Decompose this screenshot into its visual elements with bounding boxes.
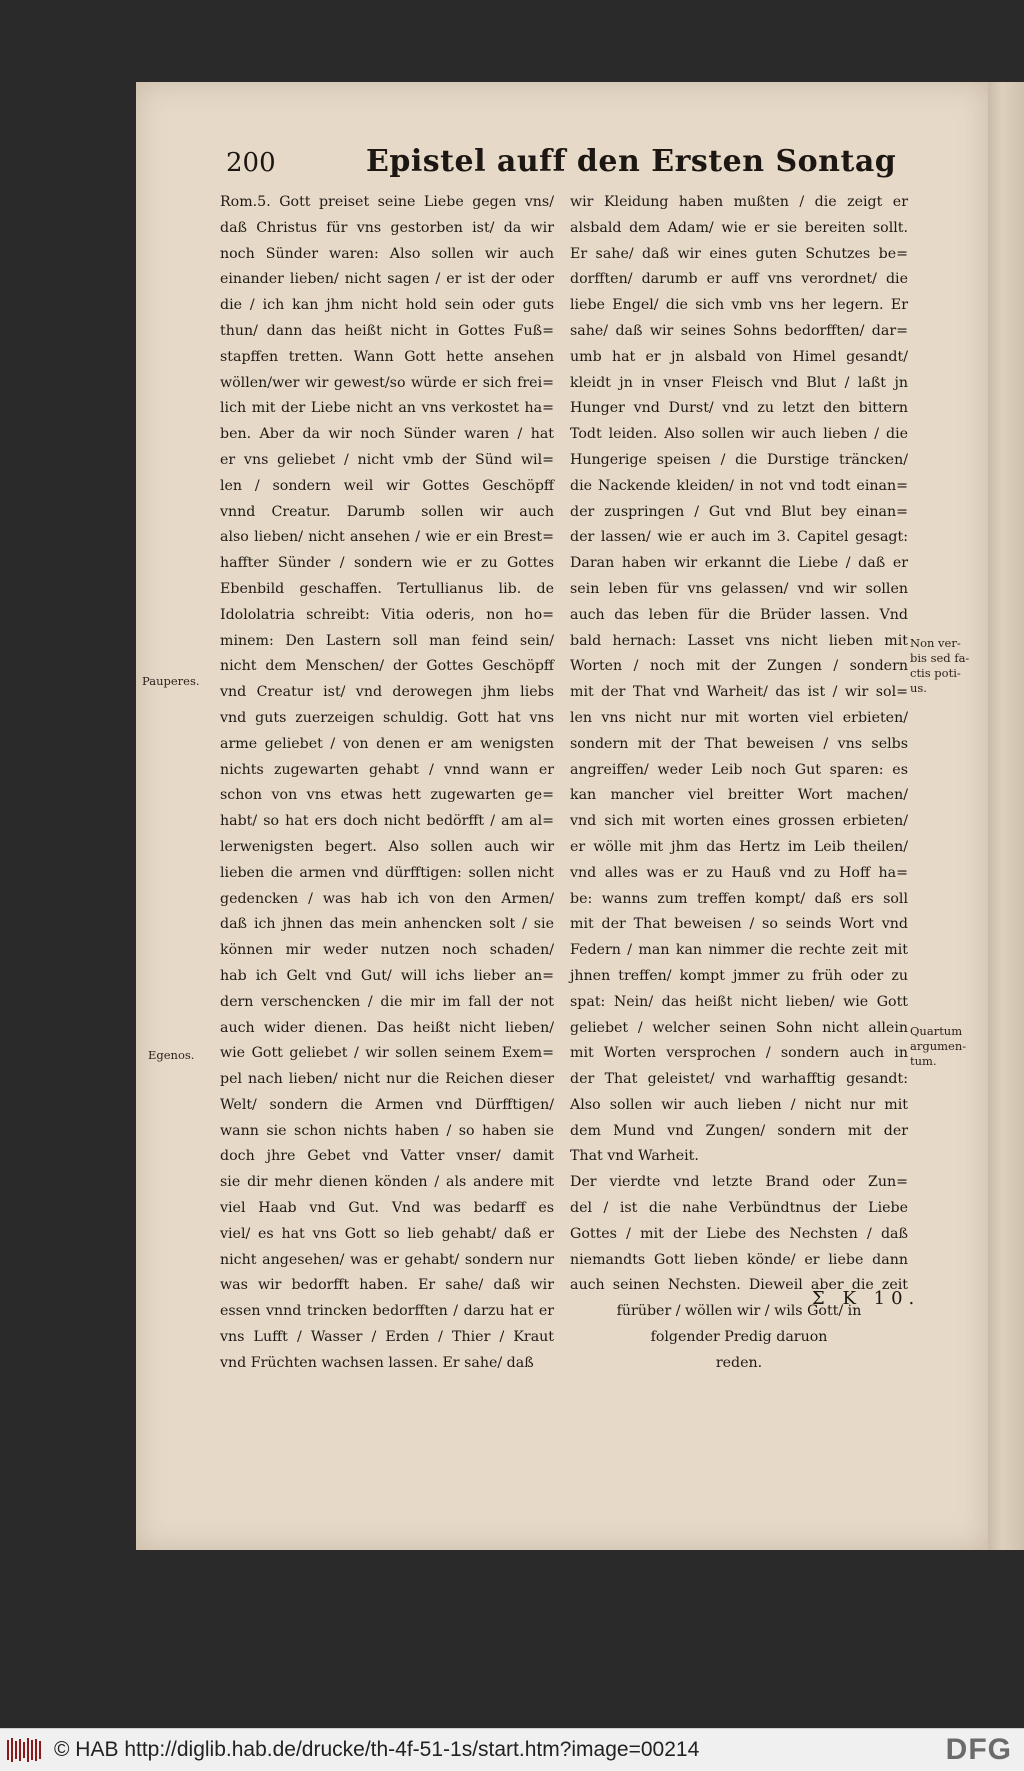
- text-line: lerwenigsten begert. Also sollen auch wir: [220, 838, 554, 855]
- text-line: vnd sich mit worten eines grossen erbieten/: [570, 813, 908, 830]
- text-line: daß Christus für vns gestorben ist/ da wir: [220, 219, 554, 236]
- running-head: [226, 142, 897, 182]
- text-line: angreiffen/ weder Leib noch Gut sparen: es: [570, 761, 908, 778]
- text-line: Also sollen wir auch lieben / nicht nur mit: [570, 1096, 908, 1113]
- text-line: er wölle mit jhm das Hertz im Leib theilen/: [570, 838, 908, 855]
- text-line: auch das leben für die Brüder lassen. Vnd: [570, 606, 908, 623]
- text-line: einander lieben/ nicht sagen / er ist der oder: [220, 271, 554, 288]
- text-line: bald hernach: Lasset vns nicht lieben mit: [570, 632, 908, 649]
- text-line: spat: Nein/ das heißt nicht lieben/ wie Gott: [570, 993, 908, 1010]
- text-line: noch Sünder waren: Also sollen wir auch: [220, 245, 554, 262]
- text-line: len / sondern weil wir Gottes Geschöpff: [220, 477, 554, 494]
- text-line: viel/ es hat vns Gott so lieb gehabt/ daß er: [220, 1225, 554, 1242]
- book-page: [136, 82, 988, 1550]
- text-line: er vns geliebet / nicht vmb der Sünd wil=: [220, 451, 554, 468]
- text-line: essen vnnd trincken bedorfften / darzu hat er: [220, 1303, 554, 1320]
- margin-note-line: argumen-: [910, 1039, 967, 1053]
- text-line: können mir weder nutzen noch schaden/: [220, 942, 554, 959]
- text-line: der lassen/ wie er auch im 3. Capitel gesagt:: [570, 529, 908, 546]
- text-line: len vns nicht nur mit worten viel erbieten/: [570, 709, 908, 726]
- text-line: dorfften/ darumb er auff vns verordnet/ die: [570, 271, 908, 288]
- text-line: wann sie schon nichts haben / so haben sie: [220, 1122, 554, 1139]
- margin-note-non-verbis: [910, 636, 969, 696]
- text-line: minem: Den Lastern soll man feind sein/: [220, 632, 554, 649]
- text-line: liebe Engel/ die sich vmb vns her legern. Er: [570, 297, 908, 314]
- text-line: haffter Sünder / sondern wie er zu Gottes: [220, 555, 554, 572]
- signature-catchword: Σ K 10.: [812, 1288, 921, 1309]
- dfg-logo: DFG: [945, 1733, 1012, 1766]
- text-line: wie Gott geliebet / wir sollen seinem Exem=: [220, 1045, 554, 1062]
- text-line: sie dir mehr dienen könden / als andere mit: [220, 1174, 554, 1191]
- text-line: schon von vns etwas hett zugewarten ge=: [220, 787, 554, 804]
- text-line: sahe/ daß wir seines Sohns bedorfften/ dar=: [570, 322, 908, 339]
- text-line: daß ich jhnen das mein anhencken solt / sie: [220, 916, 554, 933]
- text-line: die Nackende kleiden/ in not vnd todt einan=: [570, 477, 908, 494]
- text-line: viel Haab vnd Gut. Vnd was bedarff es: [220, 1200, 554, 1217]
- text-line: dern verschencken / die mir im fall der not: [220, 993, 554, 1010]
- text-line: auch seinen Nechsten. Dieweil aber die zeit: [570, 1277, 908, 1294]
- left-text-column: [220, 190, 554, 1377]
- margin-note-line: Quartum: [910, 1024, 963, 1038]
- text-line: mit der That beweisen / so seinds Wort vnd: [570, 916, 908, 933]
- text-line: Todt leiden. Also sollen wir auch lieben / die: [570, 426, 908, 443]
- text-line: vnd alles was er zu Hauß vnd zu Hoff ha=: [570, 864, 908, 881]
- text-line: pel nach lieben/ nicht nur die Reichen dieser: [220, 1071, 554, 1088]
- text-line: stapffen tretten. Wann Gott hette ansehen: [220, 348, 554, 365]
- text-line: also lieben/ nicht ansehen / wie er ein Brest=: [220, 529, 554, 546]
- text-line: arme geliebet / von denen er am wenigsten: [220, 735, 554, 752]
- margin-note-quartum: [910, 1024, 966, 1069]
- text-line: vnd Früchten wachsen lassen. Er sahe/ daß: [220, 1354, 534, 1371]
- text-line: der zuspringen / Gut vnd Blut bey einan=: [570, 503, 908, 520]
- text-line: That vnd Warheit.: [570, 1148, 699, 1165]
- text-line: be: wanns zum treffen kompt/ daß ers soll: [570, 890, 908, 907]
- text-line: Ebenbild geschaffen. Tertullianus lib. de: [220, 580, 554, 597]
- text-line: die / ich kan jhm nicht hold sein oder guts: [220, 297, 554, 314]
- text-line: doch jhre Gebet vnd Vatter vnser/ damit: [220, 1148, 554, 1165]
- text-line: fürüber / wöllen wir / wils Gott/ in: [616, 1303, 862, 1320]
- text-line: habt/ so hat ers doch nicht bedörfft / am al=: [220, 813, 554, 830]
- text-line: umb hat er jn alsbald von Himel gesandt/: [570, 348, 908, 365]
- text-line: ben. Aber da wir noch Sünder waren / hat: [220, 426, 554, 443]
- text-line: mit Worten versprochen / sondern auch in: [570, 1045, 908, 1062]
- text-line: Er sahe/ daß wir eines guten Schutzes be=: [570, 245, 908, 262]
- text-line: auch wider dienen. Das heißt nicht lieben/: [220, 1019, 554, 1036]
- text-line: alsbald dem Adam/ wie er sie bereiten sollt.: [570, 219, 908, 236]
- text-line: Welt/ sondern die Armen vnd Dürfftigen/: [220, 1096, 554, 1113]
- text-line: vnd Creatur ist/ vnd derowegen jhm liebs: [220, 684, 554, 701]
- running-title: Epistel auff den Ersten Sontag: [366, 144, 897, 179]
- text-line: Hunger vnd Durst/ vnd zu letzt den bittern: [570, 400, 908, 417]
- text-line: thun/ dann das heißt nicht in Gottes Fuß=: [220, 322, 554, 339]
- text-line: lieben die armen vnd dürfftigen: sollen nicht: [220, 864, 554, 881]
- text-line: Der vierdte vnd letzte Brand oder Zun=: [570, 1174, 908, 1191]
- text-line: lich mit der Liebe nicht an vns verkostet ha=: [220, 400, 554, 417]
- text-line: nicht dem Menschen/ der Gottes Geschöpff: [220, 658, 554, 675]
- margin-note-line: tum.: [910, 1054, 937, 1068]
- text-line: kleidt jn in vnser Fleisch vnd Blut / laßt jn: [570, 374, 908, 391]
- margin-note-pauperes: Pauperes.: [142, 674, 200, 688]
- source-link[interactable]: © HAB http://diglib.hab.de/drucke/th-4f-51-1s/start.htm?image=00214: [54, 1738, 700, 1761]
- right-text-column: [570, 190, 908, 1377]
- text-line: was wir bedorfft haben. Er sahe/ daß wir: [220, 1277, 554, 1294]
- text-line: niemandts Gott lieben könde/ er liebe dann: [570, 1251, 908, 1268]
- text-line: gedencken / was hab ich von den Armen/: [220, 890, 554, 907]
- text-line: der That geleistet/ vnd warhafftig gesandt:: [570, 1071, 908, 1088]
- text-line: hab ich Gelt vnd Gut/ will ichs lieber an=: [220, 967, 554, 984]
- text-line: Federn / man kan nimmer die rechte zeit mit: [570, 942, 908, 959]
- footer-bar: [0, 1728, 1024, 1771]
- text-line: wir Kleidung haben mußten / die zeigt er: [570, 194, 908, 210]
- page-number: 200: [226, 148, 276, 178]
- text-line: nicht angesehen/ was er gehabt/ sondern nur: [220, 1251, 554, 1268]
- margin-note-line: Non ver-: [910, 636, 961, 650]
- margin-note-line: ctis poti-: [910, 666, 961, 680]
- text-line: dem Mund vnd Zungen/ sondern mit der: [570, 1122, 908, 1139]
- text-line: sondern mit der That beweisen / vns selbs: [570, 735, 908, 752]
- text-line: sein leben für vns gelassen/ vnd wir sollen: [570, 580, 908, 597]
- text-line: geliebet / welcher seinen Sohn nicht allein: [570, 1019, 908, 1036]
- text-line: jhnen treffen/ kompt jmmer zu früh oder zu: [570, 967, 908, 984]
- text-line: Idololatria schreibt: Vitia oderis, non ho=: [220, 606, 554, 623]
- text-line: nichts zugewarten gehabt / vnnd wann er: [220, 761, 554, 778]
- text-line: kan mancher viel breitter Wort machen/: [570, 787, 908, 804]
- text-line: folgender Predig daruon: [650, 1329, 828, 1346]
- text-line: Hungerige speisen / die Durstige träncken/: [570, 451, 908, 468]
- text-line: reden.: [715, 1354, 763, 1371]
- text-line: vns Lufft / Wasser / Erden / Thier / Kraut: [220, 1329, 554, 1346]
- margin-note-line: bis sed fa-: [910, 651, 970, 665]
- text-line: wöllen/wer wir gewest/so würde er sich frei=: [220, 374, 554, 391]
- adjacent-page-edge: [988, 82, 1024, 1550]
- text-line: Rom.5. Gott preiset seine Liebe gegen vns/: [220, 194, 554, 210]
- text-line: Daran haben wir erkannt die Liebe / daß er: [570, 555, 908, 572]
- hab-logo-icon: [6, 1737, 42, 1763]
- margin-note-line: us.: [910, 681, 927, 695]
- text-line: Gottes / mit der Liebe des Nechsten / daß: [570, 1225, 908, 1242]
- text-line: vnd guts zuerzeigen schuldig. Gott hat vns: [220, 709, 554, 726]
- text-line: vnnd Creatur. Darumb sollen wir auch: [220, 503, 554, 520]
- margin-note-egenos: Egenos.: [148, 1048, 195, 1062]
- text-line: Worten / noch mit der Zungen / sondern: [570, 658, 908, 675]
- text-line: mit der That vnd Warheit/ das ist / wir sol=: [570, 684, 908, 701]
- text-line: del / ist die nahe Verbündtnus der Liebe: [570, 1200, 908, 1217]
